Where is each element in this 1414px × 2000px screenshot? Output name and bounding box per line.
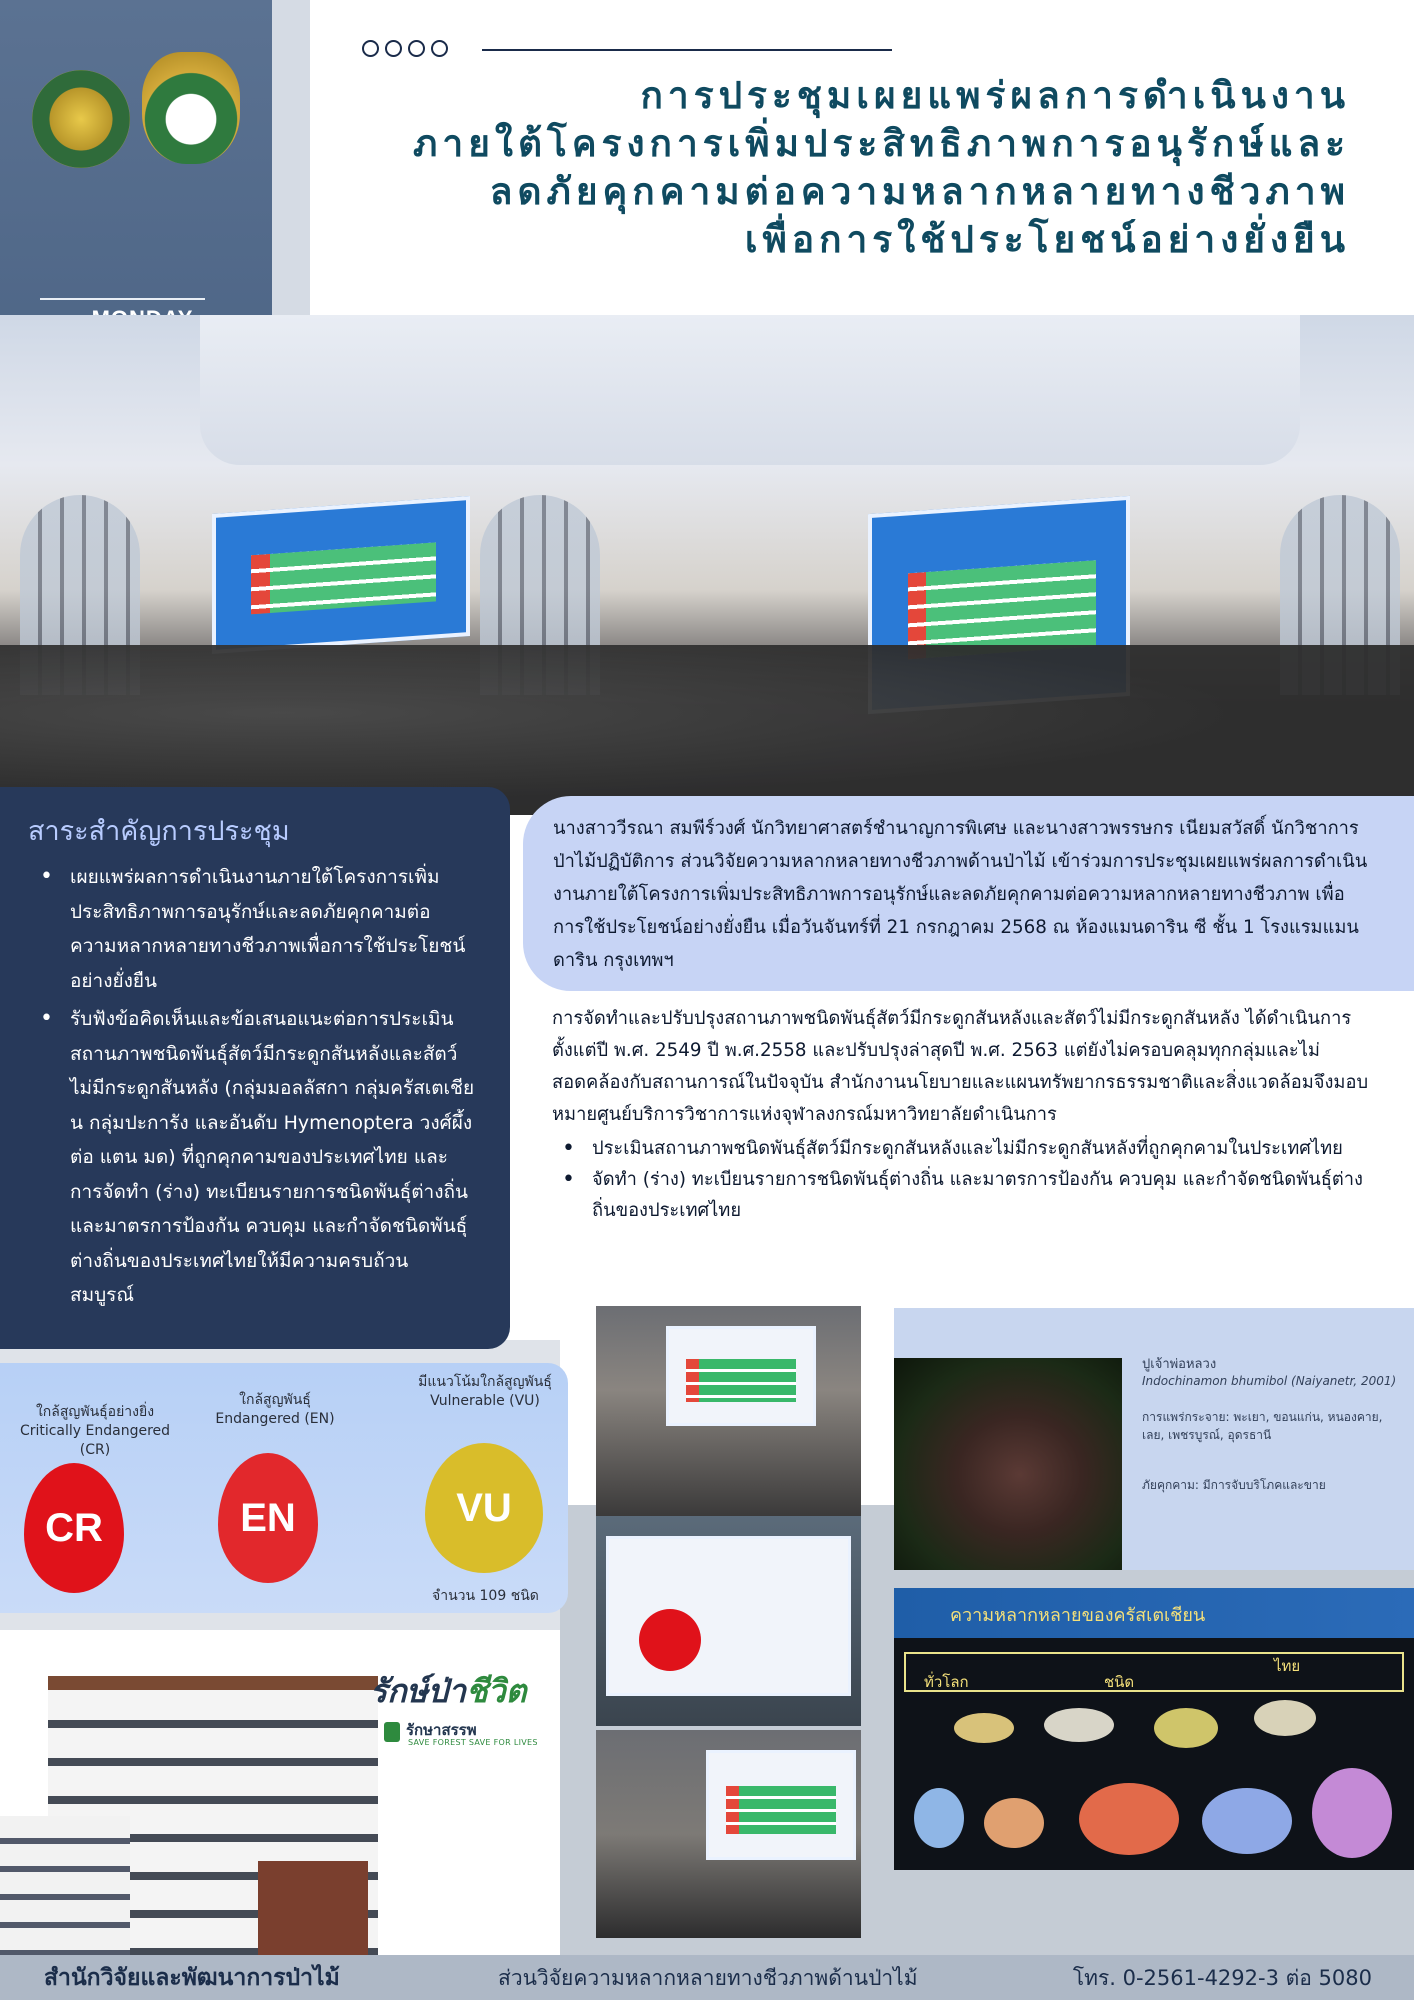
species-scientific-name: Indochinamon bhumibol (Naiyanetr, 2001) [1142,1374,1397,1388]
en-badge: EN [218,1453,318,1583]
title-line-4: เพื่อการใช้ประโยชน์อย่างยั่งยืน [744,218,1350,261]
circle-icon [362,40,379,57]
building-wing [0,1816,130,1956]
campaign-accent-text: ชีวิต [465,1672,527,1710]
summary-item: • เผยแพร่ผลการดำเนินงานภายใต้โครงการเพิ่มประสิทธิภาพการอนุรักษ์และลดภัยคุกคามต่อความหลากหลายทางชีวภาพเพื่อการใช้ประโยชน์อย่างยั่งยืน [70,860,476,998]
meeting-summary [0,787,510,1349]
crab-photo [894,1358,1122,1570]
circle-icon [385,40,402,57]
projection-screen [606,1536,851,1696]
meeting-photo-2 [596,1516,861,1726]
vu-count: จำนวน 109 ชนิด [432,1588,539,1604]
en-label [210,1391,340,1429]
cr-badge-icon [639,1609,701,1671]
title-decoration-dots [362,40,448,57]
species-threat: ภัยคุกคาม: มีการจับบริโภคและขาย [1142,1478,1326,1492]
projection-screen [706,1750,856,1860]
lock-icon [384,1722,400,1742]
en-label-thai: ใกล้สูญพันธุ์ [239,1392,311,1408]
title-line-2: ภายใต้โครงการเพิ่มประสิทธิภาพการอนุรักษ์และ [413,122,1350,165]
meeting-photo-1 [596,1306,861,1516]
date-divider [40,298,205,300]
summary-heading: สาระสำคัญการประชุม [28,816,290,847]
page-title [290,72,1350,264]
footer [0,1955,1414,2000]
projection-screen [666,1326,816,1426]
iucn-categories-slide [0,1363,568,1613]
ceiling [200,315,1300,465]
ministry-logo [142,52,240,164]
shrimp-icon [1154,1708,1218,1748]
shrimp-icon [954,1713,1014,1743]
meeting-hall-photo [0,315,1414,815]
title-line-1: การประชุมเผยแพร่ผลการดำเนินงาน [640,74,1350,117]
squat-lobster-icon [984,1798,1044,1848]
campaign-tagline: SAVE FOREST SAVE FOR LIVES [408,1738,538,1747]
intro-paragraph: นางสาววีรณา สมพีร์วงศ์ นักวิทยาศาสตร์ชำนาญการพิเศษ และนางสาวพรรษกร เนียมสวัสดิ์ นักวิชาการป่าไม้ปฏิบัติการ ส่วนวิจัยความหลากหลายทางชีวภาพด้านป่าไม้ เข้าร่วมการประชุมเผยแพร่ผลการดำเนินงานภายใต้โครงการเพิ่มประสิทธิภาพการอนุรักษ์และลดภัยคุกคามต่อความหลากหลายทางชีวภาพ เพื่อการใช้ประโยชน์อย่างยั่งยืน เมื่อวันจันทร์ที่ 21 กรกฎาคม 2568 ณ ห้องแมนดาริน ซี ชั้น 1 โรงแรมแมนดาริน กรุงเทพฯ [523,796,1414,991]
campaign-sub: รักษาสรรพ [406,1721,477,1739]
species-thai-name: ปูเจ้าพ่อหลวง [1142,1357,1217,1372]
body-bullet: • จัดทำ (ร่าง) ทะเบียนรายการชนิดพันธุ์ต่างถิ่น และมาตรการป้องกัน ควบคุม และกำจัดชนิดพันธุ์ต่างถิ่นของประเทศไทย [592,1164,1378,1226]
footer-division: ส่วนวิจัยความหลากหลายทางชีวภาพด้านป่าไม้ [498,1966,918,1990]
title-rule [482,49,892,51]
slide-bar-chart [686,1359,795,1402]
institute-building-photo [0,1666,425,1956]
summary-list [28,860,476,1313]
cr-label [10,1403,180,1460]
cr-label-english: Critically Endangered (CR) [19,1423,171,1458]
campaign-main [370,1666,526,1717]
body-paragraph: การจัดทำและปรับปรุงสถานภาพชนิดพันธุ์สัตว์มีกระดูกสันหลังและสัตว์ไม่มีกระดูกสันหลัง ได้ดำเนินการตั้งแต่ปี พ.ศ. 2549 ปี พ.ศ.2558 และปรับปรุงล่าสุดปี พ.ศ. 2563 แต่ยังไม่ครอบคลุมทุกกลุ่มและไม่สอดคล้องกับสถานการณ์ในปัจจุบัน สำนักงานนโยบายและแผนทรัพยากรธรรมชาติและสิ่งแวดล้อมจึงมอบหมายศูนย์บริการวิชาการแห่งจุฬาลงกรณ์มหาวิทยาลัยดำเนินการ [552,1008,1369,1125]
world-label: ทั่วโลก [924,1673,969,1691]
species-distribution: การแพร่กระจาย: พะเยา, ขอนแก่น, หนองคาย, เลย, เพชรบูรณ์, อุดรธานี [1142,1410,1383,1442]
building-entrance [258,1861,368,1956]
body-bullet: • ประเมินสถานภาพชนิดพันธุ์สัตว์มีกระดูกสันหลังและไม่มีกระดูกสันหลังที่ถูกคุกคามในประเทศไทย [592,1133,1378,1164]
crab-icon [1202,1788,1292,1854]
projection-screen-left [212,496,470,654]
campaign-logo [368,1666,578,1756]
vu-label-thai: มีแนวโน้มใกล้สูญพันธุ์ [418,1374,552,1390]
body-list [552,1133,1378,1226]
crustacean-slide-photo [894,1588,1414,1870]
circle-icon [408,40,425,57]
crustacean-title: ความหลากหลายของครัสเตเชียน [950,1605,1206,1626]
world-species-unit: ชนิด [1104,1673,1135,1691]
cr-label-thai: ใกล้สูญพันธุ์อย่างยิ่ง [35,1404,155,1420]
vu-label-english: Vulnerable (VU) [430,1393,540,1409]
vu-badge: VU [425,1443,543,1573]
species-slide-photo [894,1308,1414,1570]
slide-bar-chart [726,1786,835,1834]
lobster-icon [914,1788,964,1848]
crab-icon [1079,1783,1179,1855]
crustacean-count-frame [904,1652,1404,1692]
title-line-3: ลดภัยคุกคามต่อความหลากหลายทางชีวภาพ [489,170,1350,213]
campaign-main-text: รักษ์ป่า [370,1672,466,1710]
footer-phone: โทร. 0-2561-4292-3 ต่อ 5080 [1072,1966,1372,1990]
isopod-icon [1254,1700,1316,1736]
vu-label [410,1373,560,1411]
thai-label: ไทย [1274,1657,1301,1675]
body-section [552,1003,1378,1226]
spiny-lobster-icon [1312,1768,1392,1858]
footer-org: สำนักวิจัยและพัฒนาการป่าไม้ [44,1965,340,1991]
meeting-photo-3 [596,1730,861,1938]
slide-bar-chart [251,542,436,614]
forest-department-logo [32,70,130,168]
en-label-english: Endangered (EN) [215,1411,335,1427]
cr-badge: CR [24,1463,124,1593]
summary-item: • รับฟังข้อคิดเห็นและข้อเสนอแนะต่อการประเมินสถานภาพชนิดพันธุ์สัตว์มีกระดูกสันหลังและสัตว์ไม่มีกระดูกสันหลัง (กลุ่มมอลลัสกา กลุ่มครัสเตเชียน กลุ่มปะการัง และอันดับ Hymenoptera วงศ์ผึ้ง ต่อ แตน มด) ที่ถูกคุกคามของประเทศไทย และการจัดทำ (ร่าง) ทะเบียนรายการชนิดพันธุ์ต่างถิ่นและมาตรการป้องกัน ควบคุม และกำจัดชนิดพันธุ์ต่างถิ่นของประเทศไทยให้มีความครบถ้วน สมบูรณ์ [70,1002,476,1313]
shrimp-icon [1044,1708,1114,1742]
circle-icon [431,40,448,57]
